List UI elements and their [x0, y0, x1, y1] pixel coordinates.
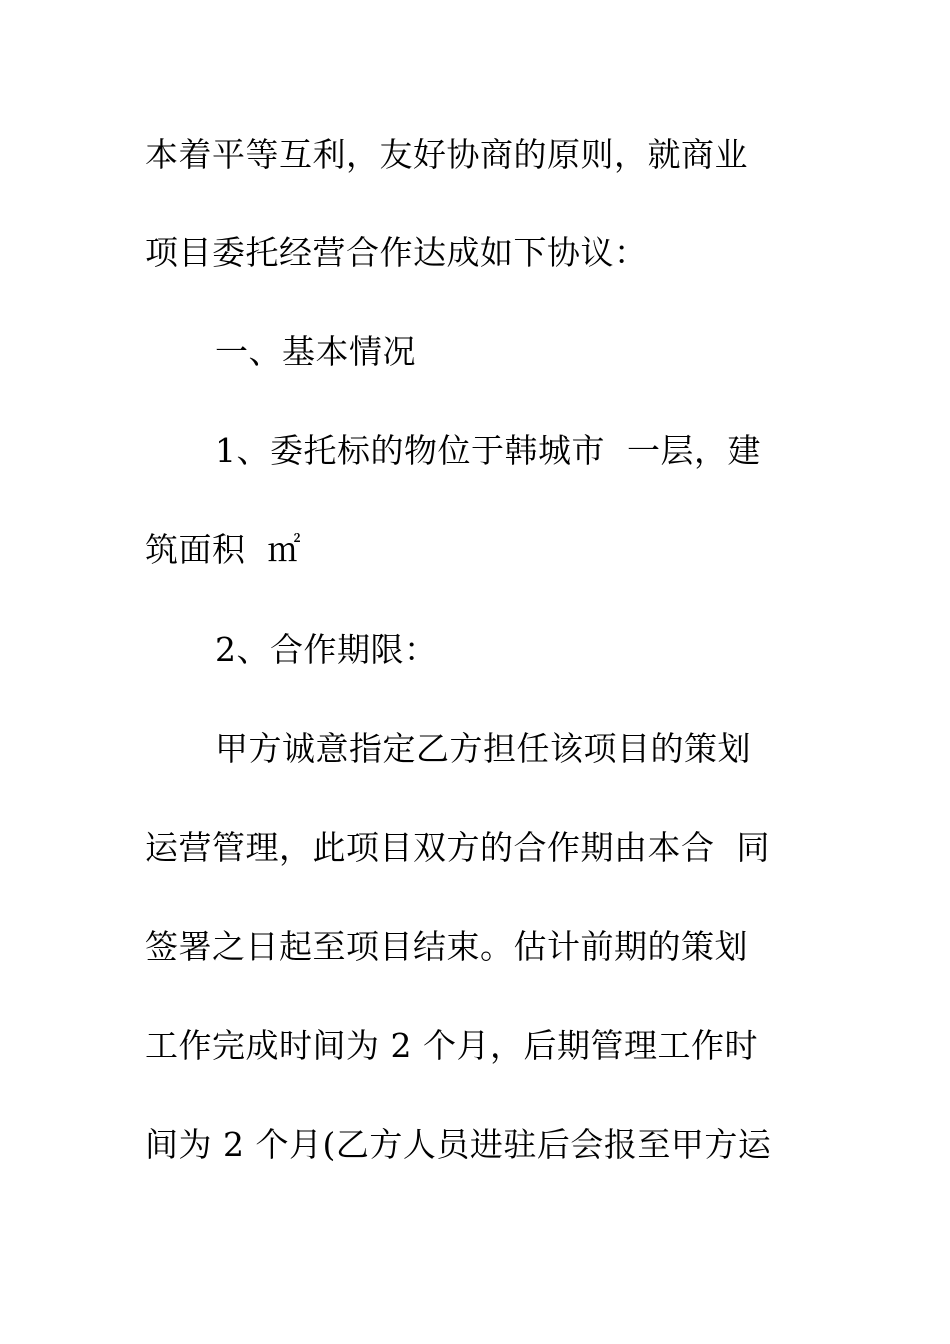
paragraph-line: 运营管理，此项目双方的合作期由本合 同	[145, 828, 770, 867]
list-item-line: 2、合作期限：	[215, 630, 438, 669]
paragraph-line: 间为 2 个月(乙方人员进驻后会报至甲方运	[145, 1125, 772, 1164]
paragraph-line: 本着平等互利，友好协商的原则，就商业	[145, 135, 748, 174]
paragraph-line: 项目委托经营合作达成如下协议：	[145, 233, 648, 272]
paragraph-line: 甲方诚意指定乙方担任该项目的策划	[215, 729, 751, 768]
section-heading: 一、基本情况	[215, 332, 416, 371]
list-item-line: 1、委托标的物位于韩城市 一层，建	[215, 431, 761, 470]
paragraph-line: 工作完成时间为 2 个月，后期管理工作时	[145, 1026, 758, 1065]
list-item-line: 筑面积 ㎡	[145, 530, 301, 569]
paragraph-line: 签署之日起至项目结束。估计前期的策划	[145, 927, 748, 966]
